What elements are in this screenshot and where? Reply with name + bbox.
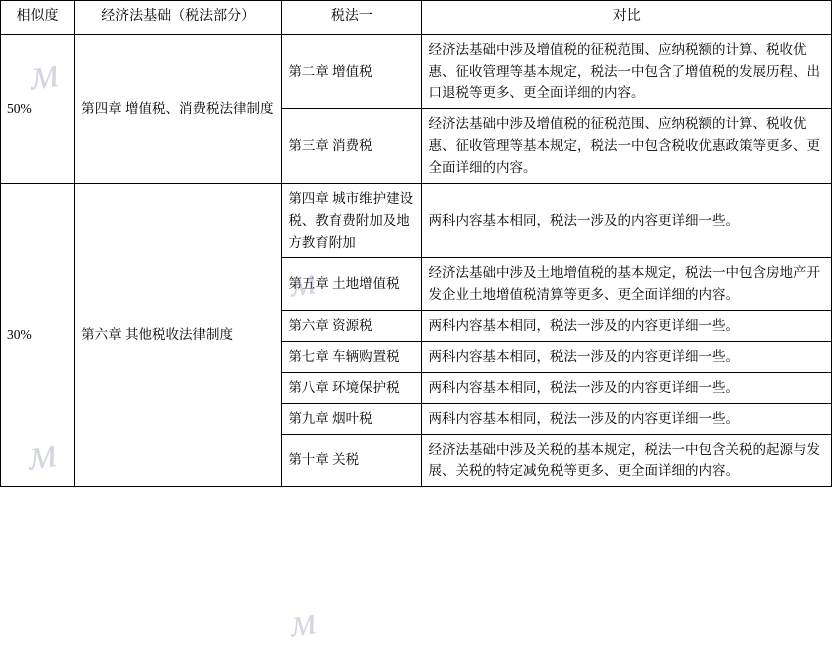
law-chapter-cell: 第二章 增值税 [282,34,422,109]
column-header-comparison: 对比 [422,1,832,35]
comparison-cell: 两科内容基本相同，税法一涉及的内容更详细一些。 [422,403,832,434]
law-chapter-cell: 第十章 关税 [282,434,422,487]
comparison-cell: 经济法基础中涉及关税的基本规定，税法一中包含关税的起源与发展、关税的特定减免税等更多、更全面详细的内容。 [422,434,832,487]
watermark-mark: м [24,427,58,480]
law-chapter-cell: 第八章 环境保护税 [282,372,422,403]
comparison-cell: 两科内容基本相同，税法一涉及的内容更详细一些。 [422,311,832,342]
similarity-cell: 30% [1,183,75,486]
law-chapter-cell: 第五章 土地增值税 [282,258,422,311]
comparison-cell: 两科内容基本相同，税法一涉及的内容更详细一些。 [422,341,832,372]
table-row [1,34,832,109]
law-chapter-cell: 第四章 城市维护建设税、教育费附加及地方教育附加 [282,183,422,258]
similarity-cell: 50% [1,34,75,183]
column-header-law: 税法一 [282,1,422,35]
comparison-cell: 两科内容基本相同，税法一涉及的内容更详细一些。 [422,183,832,258]
comparison-cell: 经济法基础中涉及增值税的征税范围、应纳税额的计算、税收优惠、征收管理等基本规定，税法一中包含了增值税的发展历程、出口退税等更多、更全面详细的内容。 [422,34,832,109]
table-header-row [1,1,832,35]
base-subject-cell: 第六章 其他税收法律制度 [75,183,282,486]
law-chapter-cell: 第三章 消费税 [282,109,422,184]
law-chapter-cell: 第六章 资源税 [282,311,422,342]
watermark-mark: м [286,257,317,306]
watermark-mark: м [286,597,317,646]
column-header-similarity: 相似度 [1,1,75,35]
comparison-cell: 经济法基础中涉及土地增值税的基本规定，税法一中包含房地产开发企业土地增值税清算等更多、更全面详细的内容。 [422,258,832,311]
law-chapter-cell: 第七章 车辆购置税 [282,341,422,372]
law-chapter-cell: 第九章 烟叶税 [282,403,422,434]
comparison-cell: 两科内容基本相同，税法一涉及的内容更详细一些。 [422,372,832,403]
column-header-base: 经济法基础（税法部分） [75,1,282,35]
base-subject-cell: 第四章 增值税、消费税法律制度 [75,34,282,183]
comparison-cell: 经济法基础中涉及增值税的征税范围、应纳税额的计算、税收优惠、征收管理等基本规定，税法一中包含税收优惠政策等更多、更全面详细的内容。 [422,109,832,184]
watermark-mark: м [26,47,60,100]
table-row [1,183,832,258]
